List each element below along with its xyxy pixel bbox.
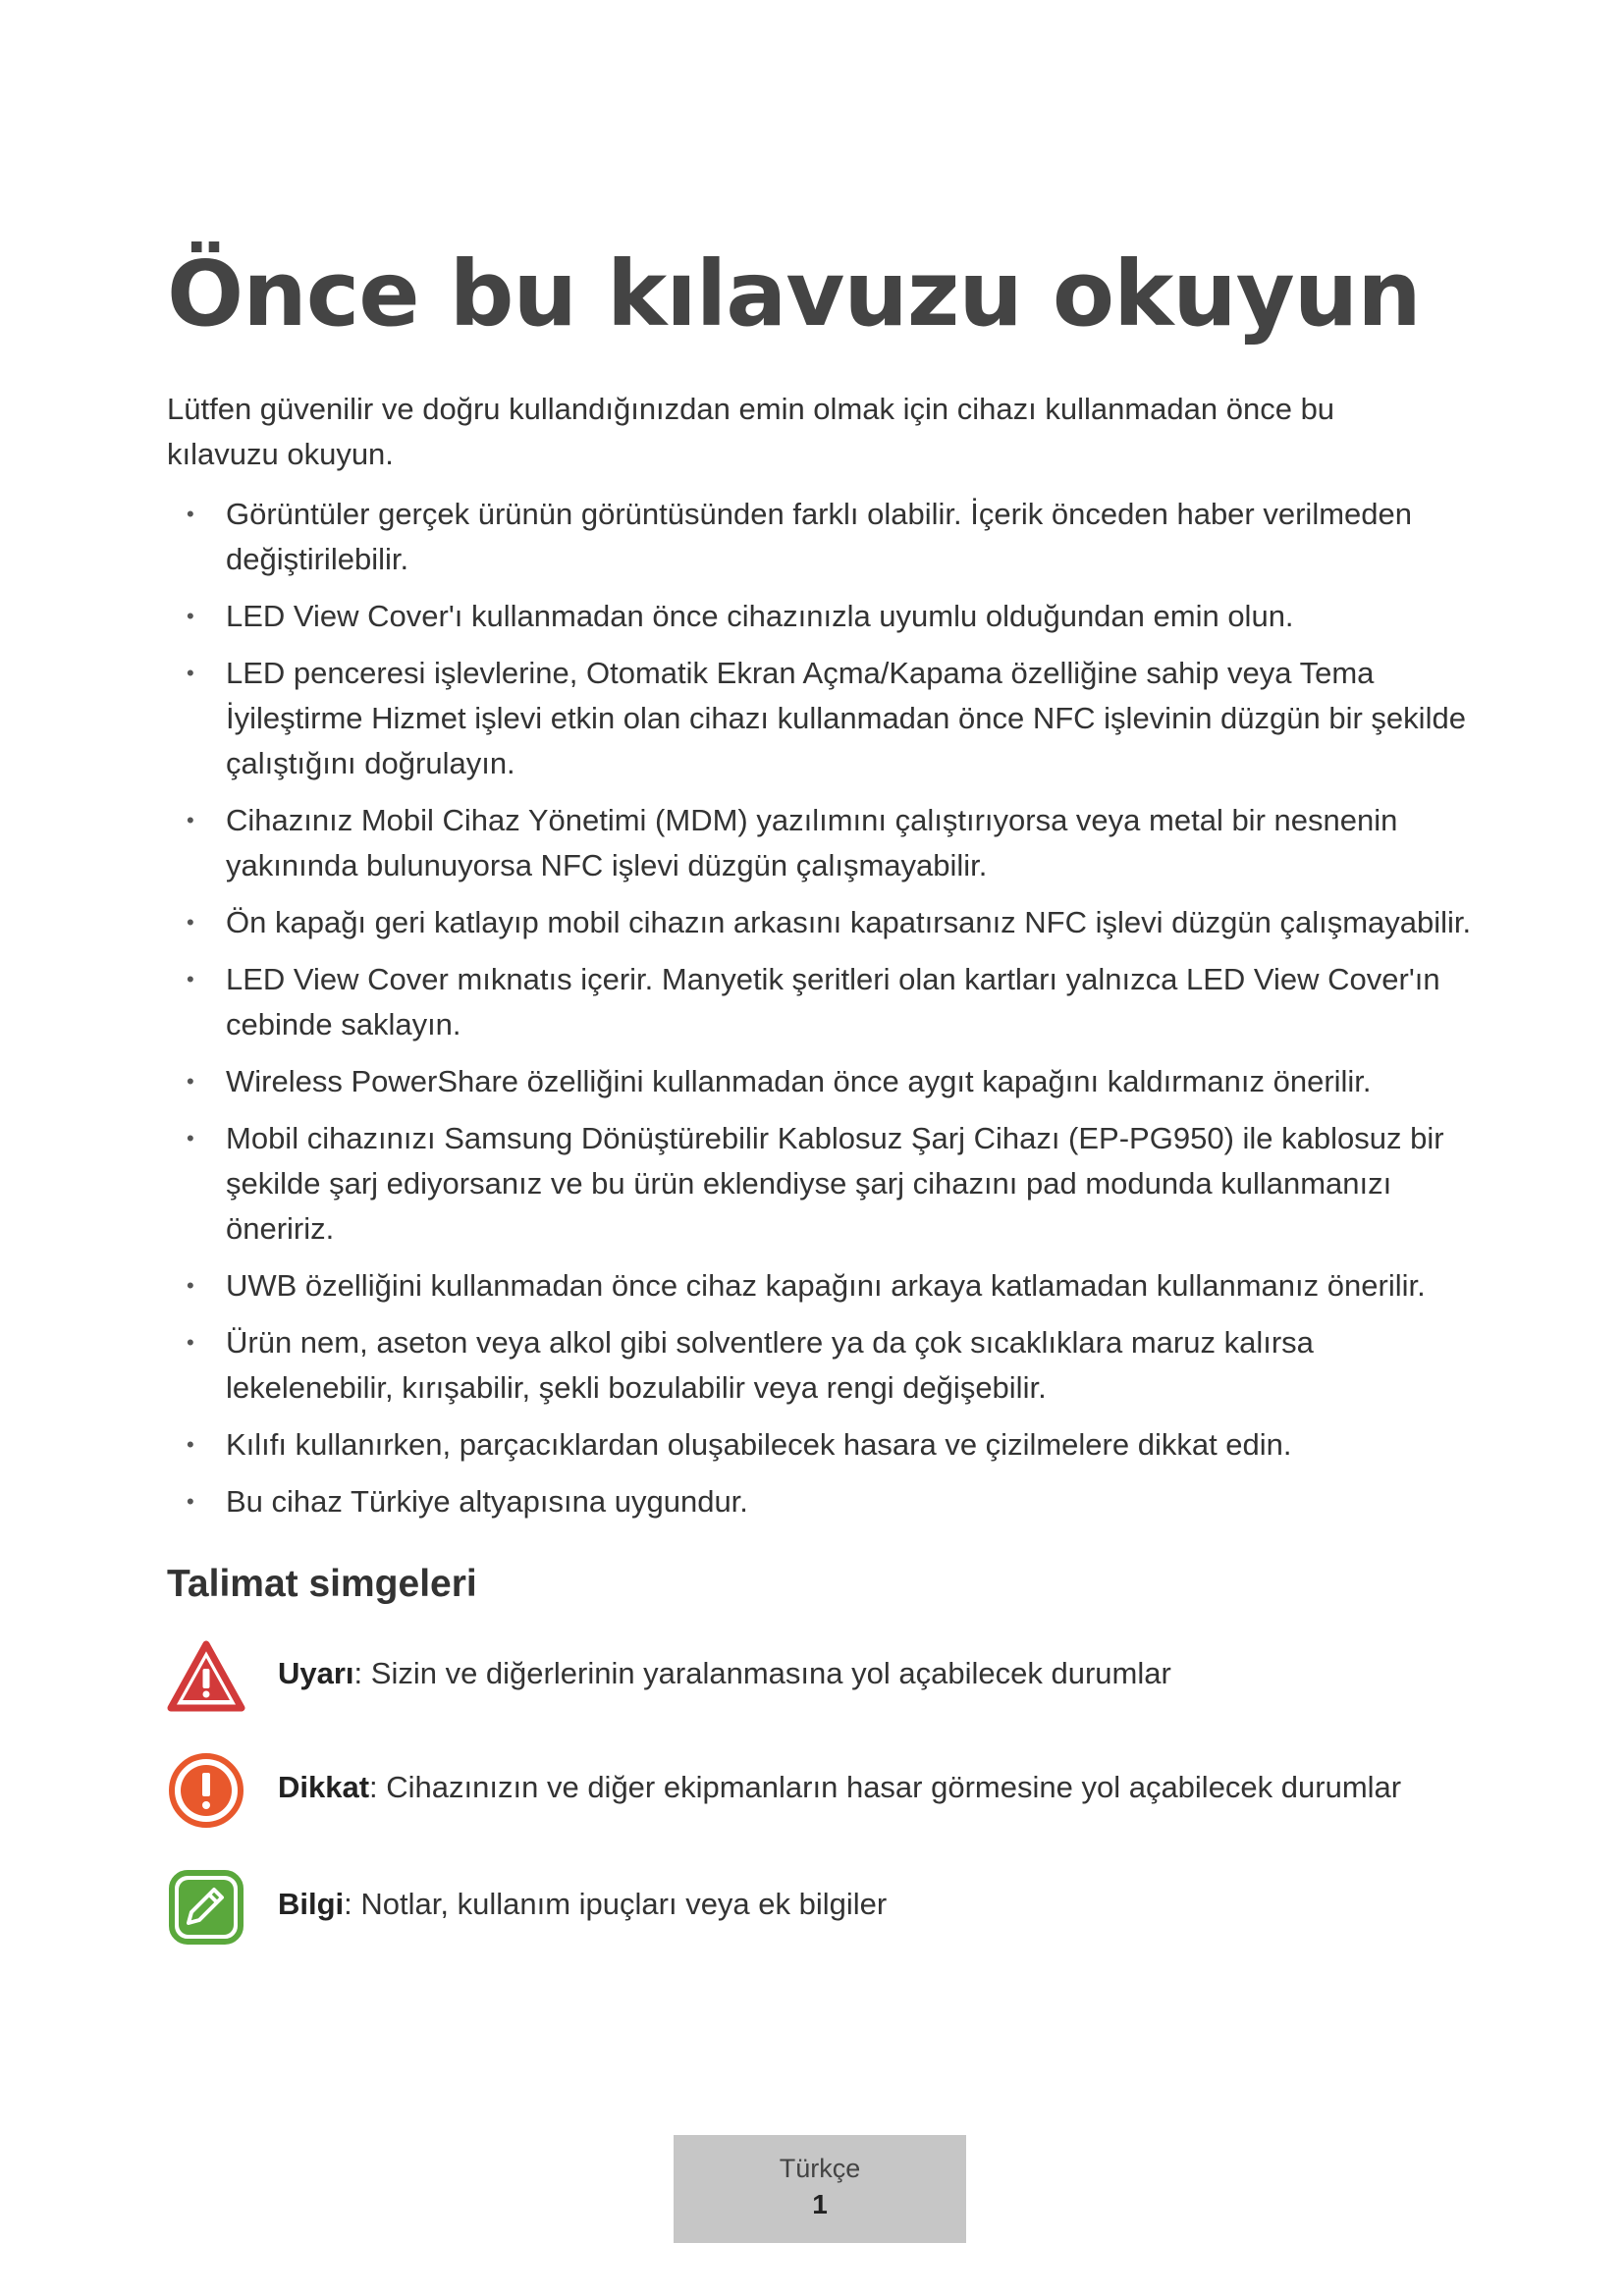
list-item	[167, 594, 1483, 639]
caution-text: : Cihazınızın ve diğer ekipmanların hasar görmesine yol açabilecek durumlar	[369, 1770, 1402, 1804]
list-item	[167, 1116, 1483, 1252]
notice-list	[167, 492, 1483, 1536]
list-item-text: LED View Cover'ı kullanmadan önce cihazınızla uyumlu olduğundan emin olun.	[226, 599, 1294, 633]
list-item-text: Ürün nem, aseton veya alkol gibi solventlere ya da çok sıcaklıklara maruz kalırsa lekelenebilir, kırışabilir, şekli bozulabilir veya rengi değişebilir.	[226, 1325, 1314, 1405]
bullet-icon: •	[187, 502, 194, 526]
list-item-text: UWB özelliğini kullanmadan önce cihaz kapağını arkaya katlamadan kullanmanız önerilir.	[226, 1268, 1426, 1303]
bullet-icon: •	[187, 1273, 194, 1298]
bullet-icon: •	[187, 808, 194, 832]
section-title-symbols: Talimat simgeleri	[167, 1563, 477, 1605]
bullet-icon: •	[187, 967, 194, 991]
caution-label: Dikkat	[278, 1770, 370, 1804]
symbol-row-info	[167, 1868, 1483, 1947]
bullet-icon: •	[187, 604, 194, 628]
list-item	[167, 900, 1483, 945]
list-item	[167, 492, 1483, 582]
info-description	[278, 1882, 887, 1927]
list-item	[167, 1059, 1483, 1104]
bullet-icon: •	[187, 910, 194, 934]
page-footer	[674, 2135, 966, 2243]
page-number: 1	[812, 2189, 828, 2219]
bullet-icon: •	[187, 1489, 194, 1514]
list-item-text: LED View Cover mıknatıs içerir. Manyetik şeritleri olan kartları yalnızca LED View Cover'ın cebinde saklayın.	[226, 962, 1440, 1041]
bullet-icon: •	[187, 661, 194, 685]
list-item	[167, 1422, 1483, 1468]
list-item-text: Wireless PowerShare özelliğini kullanmadan önce aygıt kapağını kaldırmanız önerilir.	[226, 1064, 1372, 1098]
bullet-icon: •	[187, 1432, 194, 1457]
warning-label: Uyarı	[278, 1656, 354, 1690]
list-item	[167, 957, 1483, 1047]
list-item	[167, 1320, 1483, 1411]
list-item	[167, 1479, 1483, 1524]
page-title: Önce bu kılavuzu okuyun	[167, 241, 1421, 347]
warning-triangle-icon	[167, 1637, 245, 1716]
info-text: : Notlar, kullanım ipuçları veya ek bilgiler	[344, 1887, 888, 1921]
bullet-icon: •	[187, 1069, 194, 1094]
footer-language: Türkçe	[779, 2154, 861, 2183]
caution-description	[278, 1765, 1401, 1810]
list-item	[167, 651, 1483, 786]
intro-paragraph: Lütfen güvenilir ve doğru kullandığınızdan emin olmak için cihazı kullanmadan önce bu kılavuzu okuyun.	[167, 392, 1335, 471]
bullet-icon: •	[187, 1126, 194, 1150]
caution-circle-icon	[167, 1751, 245, 1830]
list-item-text: Bu cihaz Türkiye altyapısına uygundur.	[226, 1484, 748, 1519]
list-item-text: Mobil cihazınızı Samsung Dönüştürebilir Kablosuz Şarj Cihazı (EP-PG950) ile kablosuz bir şekilde şarj ediyorsanız ve bu ürün eklendiyse şarj cihazını pad modunda kullanmanızı öneririz.	[226, 1121, 1444, 1246]
info-label: Bilgi	[278, 1887, 345, 1921]
symbol-row-caution	[167, 1751, 1483, 1830]
list-item-text: Kılıfı kullanırken, parçacıklardan oluşabilecek hasara ve çizilmelere dikkat edin.	[226, 1427, 1292, 1462]
list-item-text: Görüntüler gerçek ürünün görüntüsünden farklı olabilir. İçerik önceden haber verilmeden değiştirilebilir.	[226, 497, 1412, 576]
list-item-text: Ön kapağı geri katlayıp mobil cihazın arkasını kapatırsanız NFC işlevi düzgün çalışmayabilir.	[226, 905, 1472, 939]
info-pencil-icon	[167, 1868, 245, 1947]
list-item-text: LED penceresi işlevlerine, Otomatik Ekran Açma/Kapama özelliğine sahip veya Tema İyileştirme Hizmet işlevi etkin olan cihazı kullanmadan önce NFC işlevinin düzgün bir şekilde çalıştığını doğrulayın.	[226, 656, 1466, 780]
list-item	[167, 1263, 1483, 1308]
symbol-row-warning	[167, 1637, 1483, 1716]
warning-description	[278, 1651, 1171, 1696]
list-item	[167, 798, 1483, 888]
warning-text: : Sizin ve diğerlerinin yaralanmasına yol açabilecek durumlar	[353, 1656, 1171, 1690]
bullet-icon: •	[187, 1330, 194, 1355]
list-item-text: Cihazınız Mobil Cihaz Yönetimi (MDM) yazılımını çalıştırıyorsa veya metal bir nesnenin yakınında bulunuyorsa NFC işlevi düzgün çalışmayabilir.	[226, 803, 1398, 882]
